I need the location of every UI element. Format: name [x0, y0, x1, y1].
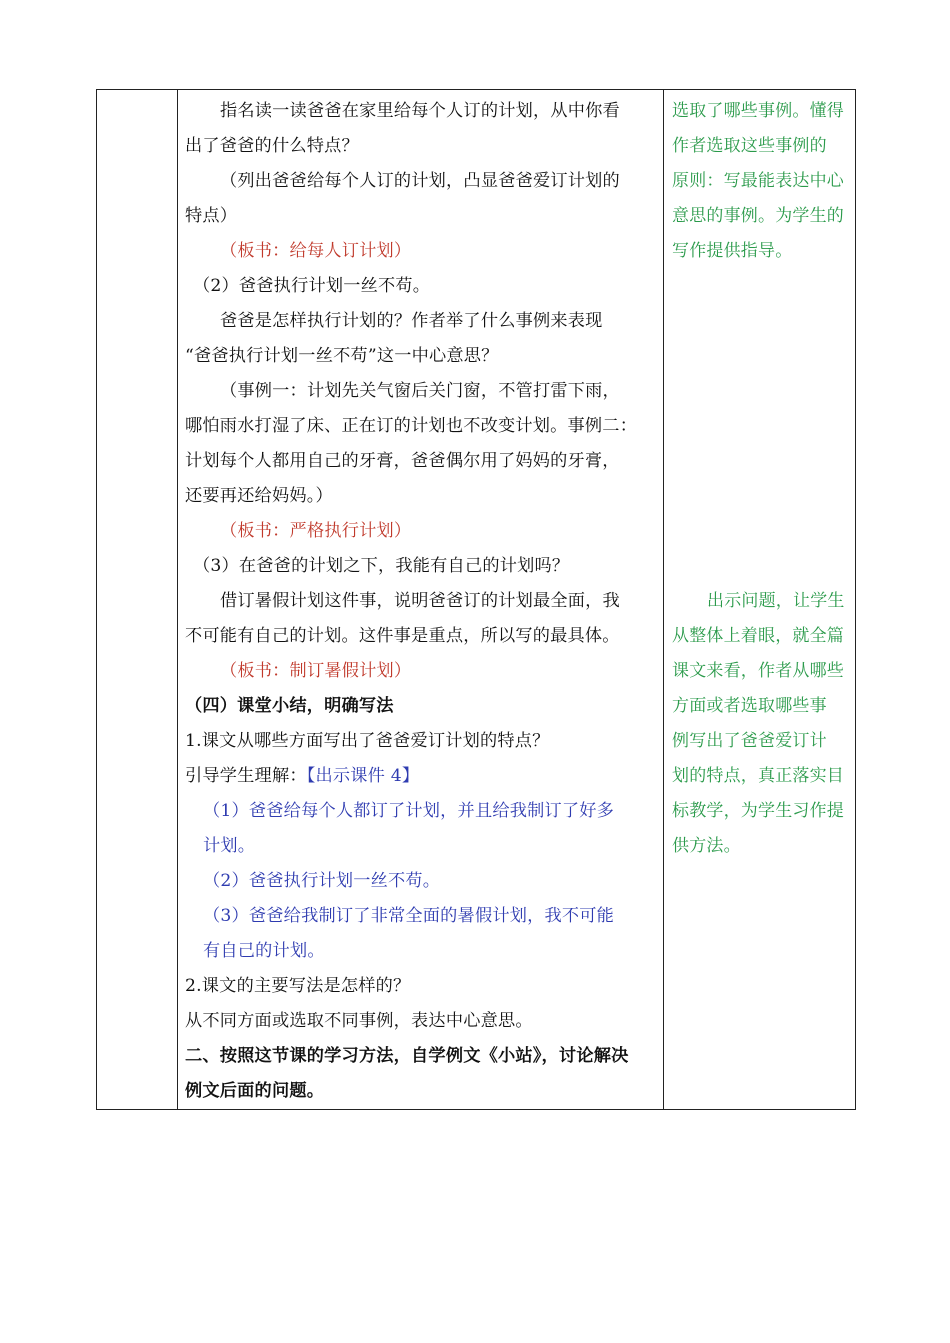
answer: 从不同方面或选取不同事例，表达中心意思。 — [185, 1011, 533, 1031]
question: 1.课文从哪些方面写出了爸爸爱订计划的特点？ — [185, 731, 550, 751]
sub-heading: （2）爸爸执行计划一丝不苟。 — [193, 276, 431, 296]
note-line: 供方法。 — [672, 836, 741, 856]
summary-point: （3）爸爸给我制订了非常全面的暑假计划，我不可能 — [203, 906, 615, 926]
note-line: 写作提供指导。 — [672, 241, 793, 261]
courseware-ref: 【出示课件 4】 — [306, 766, 420, 786]
summary-point: （2）爸爸执行计划一丝不苟。 — [203, 871, 441, 891]
board-note: （板书：严格执行计划） — [220, 521, 412, 541]
note-line: 标教学，为学生习作提 — [672, 801, 844, 821]
note-line: 方面或者选取哪些事 — [672, 696, 827, 716]
paragraph-line: 还要再还给妈妈。） — [185, 486, 333, 506]
paragraph-line: （列出爸爸给每个人订的计划，凸显爸爸爱订计划的 — [220, 171, 620, 191]
question: 2.课文的主要写法是怎样的？ — [185, 976, 411, 996]
column-divider-left — [177, 90, 178, 1109]
design-intent-column — [672, 94, 857, 864]
paragraph-line: 爸爸是怎样执行计划的？作者举了什么事例来表现 — [220, 311, 603, 331]
paragraph-line: “爸爸执行计划一丝不苟”这一中心意思？ — [185, 346, 499, 366]
note-line: 划的特点，真正落实目 — [672, 766, 844, 786]
note-line: 作者选取这些事例的 — [672, 136, 827, 156]
lesson-table — [96, 89, 856, 1110]
paragraph-line: 出了爸爸的什么特点？ — [185, 136, 359, 156]
note-line: 课文来看，作者从哪些 — [672, 661, 844, 681]
paragraph-line: （事例一：计划先关气窗后关门窗，不管打雷下雨， — [220, 381, 620, 401]
spacer — [672, 269, 857, 584]
paragraph-line: 特点） — [185, 206, 238, 226]
note-line: 从整体上着眼，就全篇 — [672, 626, 844, 646]
section-heading: （四）课堂小结，明确写法 — [185, 696, 394, 716]
note-line: 例写出了爸爸爱订计 — [672, 731, 827, 751]
paragraph-line: 计划每个人都用自己的牙膏，爸爸偶尔用了妈妈的牙膏， — [185, 451, 620, 471]
paragraph-line: 借订暑假计划这件事，说明爸爸订的计划最全面，我 — [220, 591, 620, 611]
note-line: 原则：写最能表达中心 — [672, 171, 844, 191]
teaching-process-column — [185, 94, 663, 1109]
column-divider-right — [663, 90, 664, 1109]
paragraph-line: 哪怕雨水打湿了床、正在订的计划也不改变计划。事例二： — [185, 416, 638, 436]
task-heading: 例文后面的问题。 — [185, 1081, 325, 1101]
paragraph-line: 不可能有自己的计划。这件事是重点，所以写的最具体。 — [185, 626, 620, 646]
guide-line — [185, 759, 663, 794]
task-heading: 二、按照这节课的学习方法，自学例文《小站》，讨论解决 — [185, 1046, 629, 1066]
summary-point: 有自己的计划。 — [203, 941, 325, 961]
paragraph-line: 指名读一读爸爸在家里给每个人订的计划，从中你看 — [220, 101, 620, 121]
note-line: 选取了哪些事例。懂得 — [672, 101, 844, 121]
note-line: 出示问题，让学生 — [707, 591, 845, 611]
note-line: 意思的事例。为学生的 — [672, 206, 844, 226]
summary-point: （1）爸爸给每个人都订了计划，并且给我制订了好多 — [203, 801, 615, 821]
guide-prefix: 引导学生理解： — [185, 766, 307, 786]
summary-point: 计划。 — [203, 836, 256, 856]
sub-heading: （3）在爸爸的计划之下，我能有自己的计划吗？ — [193, 556, 570, 576]
board-note: （板书：给每人订计划） — [220, 241, 412, 261]
board-note: （板书：制订暑假计划） — [220, 661, 412, 681]
